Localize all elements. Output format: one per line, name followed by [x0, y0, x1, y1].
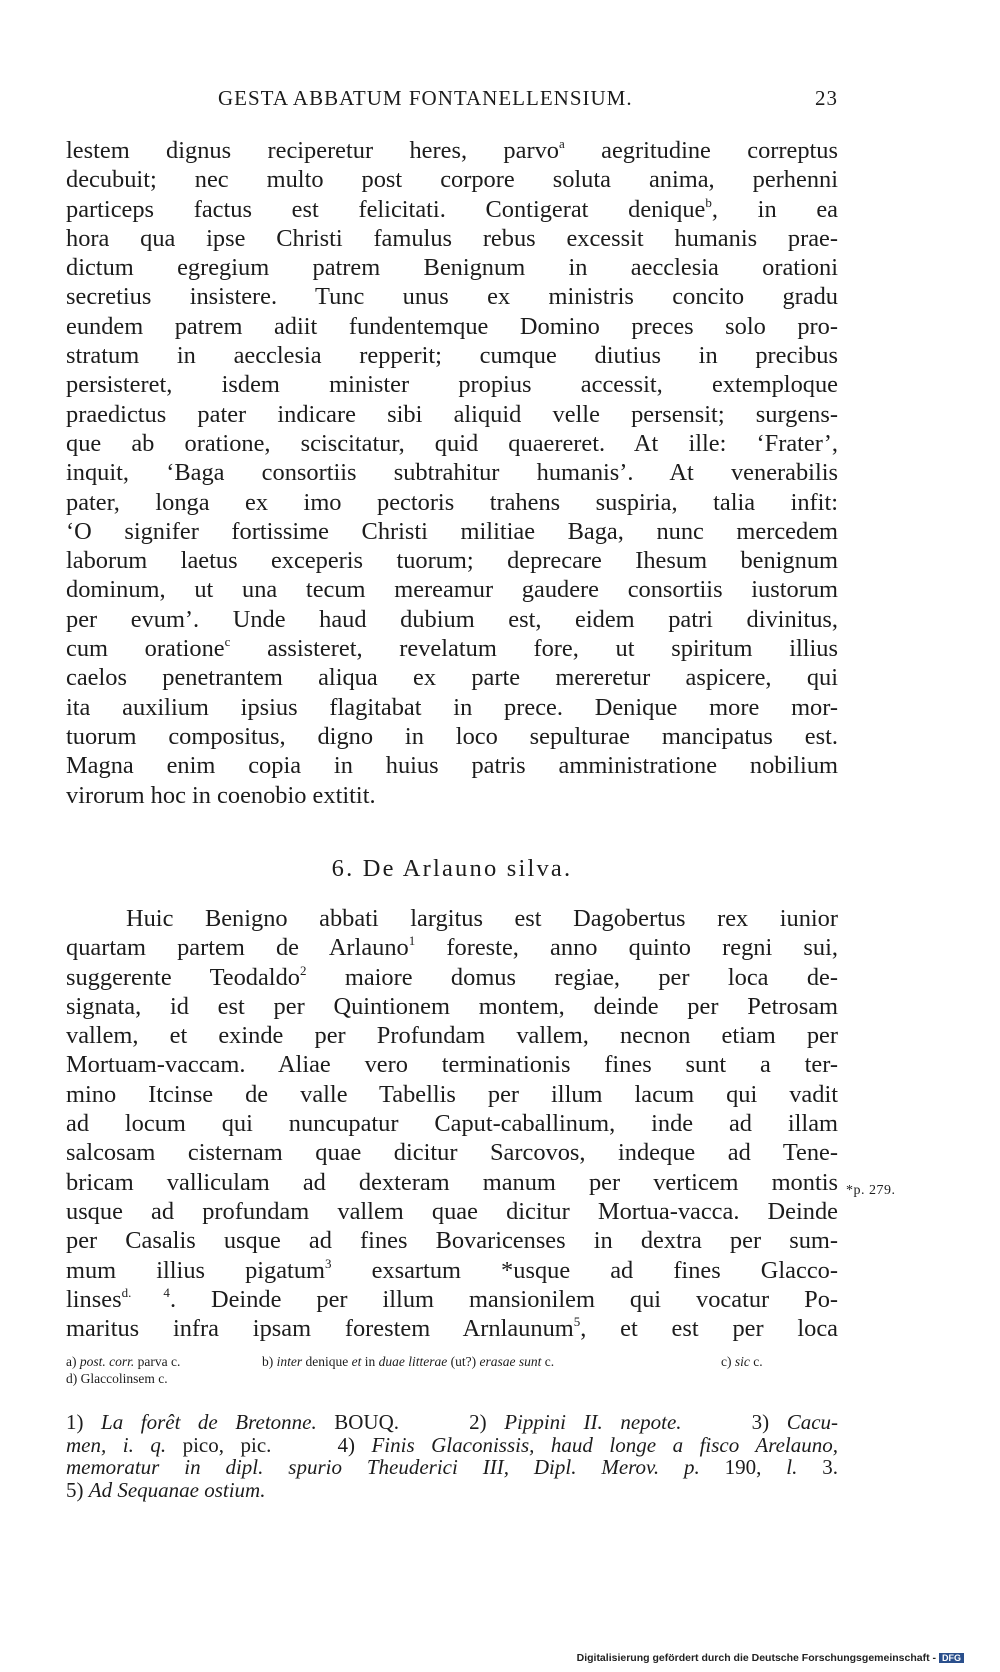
text-line: ‘O signifer fortissime Christi militiae Baga, nunc mercedem: [66, 517, 838, 545]
text-line: salcosam cisternam quae dicitur Sarcovos, indeque ad Tene-: [66, 1139, 838, 1167]
text-line: laborum laetus exceperis tuorum; deprecare Ihesum benignum: [66, 547, 838, 575]
text-line: quartam partem de Arlauno$^1$ foreste, anno quinto regni sui,: [66, 933, 838, 962]
text-line: dictum egregium patrem Benignum in aecclesia orationi: [66, 254, 838, 282]
critical-note-d: d) Glaccolinsem c.: [66, 1371, 168, 1386]
text-line: usque ad profundam vallem quae dicitur Mortua-vacca. Deinde: [66, 1197, 838, 1225]
text-line: maritus infra ipsam forestem Arnlaunum$^5$, et est per loca: [66, 1314, 838, 1343]
text-line: linses$^{d. 4}$. Deinde per illum mansionilem qui vocatur Po-: [66, 1284, 838, 1313]
footer-text: Digitalisierung gefördert durch die Deutsche Forschungsgemeinschaft -: [576, 1652, 936, 1664]
running-title: GESTA ABBATUM FONTANELLENSIUM.: [218, 86, 633, 110]
critical-note-line: [66, 1353, 838, 1370]
text-line: secretius insistere. Tunc unus ex ministris concito gradu: [66, 283, 838, 311]
footnote-mark: 3: [325, 1255, 332, 1271]
text-line: bricam valliculam ad dexteram manum per verticem montis: [66, 1168, 838, 1196]
text-line: persisteret, isdem minister propius accessit, extemploque: [66, 371, 838, 399]
text-line: decubuit; nec multo post corpore soluta anima, perhenni: [66, 166, 838, 194]
footnote-mark: 5: [573, 1314, 581, 1330]
footnote-mark: c: [224, 634, 231, 650]
text-line: per evum’. Unde haud dubium est, eidem patri divinitus,: [66, 605, 838, 633]
footer-credit: [577, 1652, 964, 1664]
dfg-logo: DFG: [939, 1653, 964, 1663]
text-line: Mortuam-vaccam. Aliae vero terminationis fines sunt a ter-: [66, 1051, 838, 1079]
note-line: 1) La forêt de Bretonne. BOUQ. 2) Pippini II. nepote. 3) Cacu-: [66, 1410, 839, 1434]
text-line: pater, longa ex imo pectoris trahens suspiria, talia infit:: [66, 488, 838, 516]
section-heading: 6. De Arlauno silva.: [331, 855, 573, 882]
footnote-mark: b: [705, 194, 712, 210]
text-line: mum illius pigatum$^3$ exsartum *usque ad fines Glacco-: [66, 1255, 838, 1284]
explanatory-notes: [66, 1411, 838, 1501]
text-line: praedictus pater indicare sibi aliquid velle persensit; surgens-: [66, 400, 838, 428]
footnote-mark: a: [558, 136, 565, 151]
text-line: lestem dignus reciperetur heres, parvo$^a$ aegritudine correptus: [66, 136, 838, 164]
text-line: tuorum compositus, digno in loco sepulturae mancipatus est.: [66, 722, 838, 750]
paragraph-2: [66, 904, 838, 1343]
text-line: signata, id est per Quintionem montem, deinde per Petrosam: [66, 992, 838, 1020]
margin-page-reference: *p. 279.: [846, 1183, 896, 1198]
text-line: virorum hoc in coenobio extitit.: [66, 781, 376, 809]
text-line: per Casalis usque ad fines Bovaricenses in dextra per sum-: [66, 1227, 838, 1255]
text-line: hora qua ipse Christi famulus rebus excessit humanis prae-: [66, 224, 838, 252]
text-line: ad locum qui nuncupatur Caput-caballinum, inde ad illam: [66, 1110, 838, 1138]
text-line: Huic Benigno abbati largitus est Dagobertus rex iunior: [126, 905, 838, 932]
text-line: eundem patrem adiit fundentemque Domino preces solo pro-: [66, 312, 838, 340]
critical-note-b: b) inter denique et in duae litterae (ut?) erasae sunt c.: [262, 1354, 555, 1369]
footnote-mark: 1: [408, 933, 416, 949]
text-line: suggerente Teodaldo$^2$ maiore domus regiae, per loca de-: [66, 962, 838, 991]
note-line: men, i. q. pico, pic. 4) Finis Glaconissis, haud longe a fisco Arelauno,: [66, 1432, 839, 1457]
note-line: memoratur in dipl. spurio Theuderici III, Dipl. Merov. p. 190, l. 3.: [66, 1455, 839, 1479]
footnote-mark: d. 4: [121, 1284, 170, 1300]
footnote-mark: 2: [299, 962, 307, 978]
text-line: Magna enim copia in huius patris amministratione nobilium: [66, 752, 838, 780]
note-line: 5) Ad Sequanae ostium.: [66, 1477, 266, 1502]
critical-note-c: c) sic c.: [721, 1354, 763, 1369]
text-line: mino Itcinse de valle Tabellis per illum lacum qui vadit: [66, 1080, 838, 1108]
running-head: [66, 86, 838, 122]
text-line: ita auxilium ipsius flagitabat in prece. Denique more mor-: [66, 693, 838, 721]
text-line: vallem, et exinde per Profundam vallem, necnon etiam per: [66, 1022, 838, 1050]
text-line: inquit, ‘Baga consortiis subtrahitur humanis’. At venerabilis: [66, 459, 838, 487]
text-line: particeps factus est felicitati. Contigerat denique$^b$, in ea: [66, 194, 838, 223]
critical-note-a: a) post. corr. parva c.: [66, 1354, 181, 1369]
critical-apparatus: [66, 1353, 838, 1387]
paragraph-1: [66, 136, 838, 810]
text-line: dominum, ut una tecum mereamur gaudere consortiis iustorum: [66, 576, 838, 604]
text-line: que ab oratione, sciscitatur, quid quaereret. At ille: ‘Frater’,: [66, 429, 838, 457]
text-line: caelos penetrantem aliqua ex parte mereretur aspicere, qui: [66, 664, 838, 692]
text-line: cum oratione$^c$ assisteret, revelatum fore, ut spiritum illius: [66, 634, 838, 663]
page-number: 23: [815, 86, 838, 110]
text-line: stratum in aecclesia repperit; cumque diutius in precibus: [66, 342, 838, 370]
